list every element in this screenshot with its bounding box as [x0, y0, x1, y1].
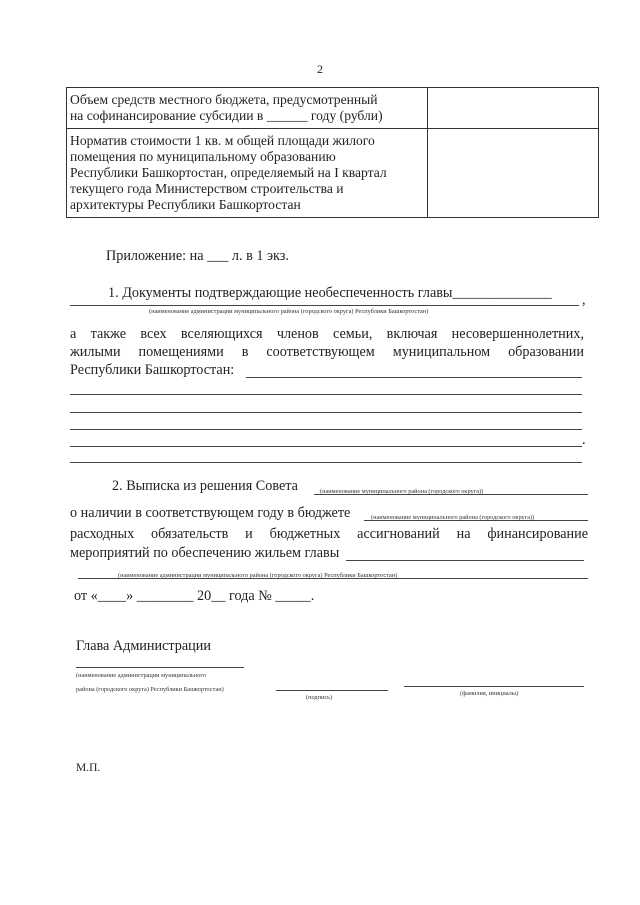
- table-cell-line: помещения по муниципальному образованию: [70, 149, 336, 164]
- item1-line2: а также всех вселяющихся членов семьи, включая несовершеннолетних,: [70, 326, 584, 342]
- table-row: [67, 88, 599, 129]
- name-line: [404, 686, 584, 687]
- page-number: 2: [317, 62, 323, 76]
- table-cell-label: [67, 129, 428, 218]
- fill-line: [70, 462, 582, 463]
- signature-hint-a: (наименование администрации муниципального: [76, 672, 207, 679]
- item2-hint2: (наименование муниципального района (городского округа)): [371, 514, 535, 521]
- fill-line: [70, 394, 582, 395]
- table-cell-value: [428, 88, 599, 129]
- item1-period: .: [582, 432, 586, 448]
- signature-name-hint: (фамилия, инициалы): [460, 690, 519, 697]
- fill-line: [246, 377, 582, 378]
- stamp-mark: М.П.: [76, 762, 101, 774]
- table-cell-line: Республики Башкортостан, определяемый на I квартал: [70, 165, 387, 180]
- fill-line: [70, 429, 582, 430]
- signature-line: [276, 690, 388, 691]
- budget-table: [66, 87, 599, 218]
- table-cell-value: [428, 129, 599, 218]
- item1-comma: ,: [582, 292, 586, 308]
- item2-line2: о наличии в соответствующем году в бюджете: [70, 505, 351, 521]
- table-cell-line: на софинансирование субсидии в ______ году (рубли): [70, 108, 383, 123]
- item1-line3: жилыми помещениями в соответствующем муниципальном образовании: [70, 344, 584, 360]
- item2-line1: 2. Выписка из решения Совета: [112, 478, 298, 494]
- signature-sign-hint: (подпись): [306, 694, 333, 701]
- appendix-line: Приложение: на ___ л. в 1 экз.: [106, 248, 289, 264]
- fill-line: [70, 305, 579, 306]
- item1-line1: 1. Документы подтверждающие необеспеченность главы______________: [108, 285, 552, 301]
- item1-hint: (наименование администрации муниципального района (городского округа) Республики Башкортостан): [149, 308, 429, 315]
- table-cell-line: архитектуры Республики Башкортостан: [70, 197, 301, 212]
- item2-line3: расходных обязательств и бюджетных ассигнований на финансирование: [70, 526, 588, 542]
- fill-line: [76, 667, 244, 668]
- signature-hint-b: района (городского округа) Республики Башкортостан): [76, 686, 224, 693]
- item2-line4: мероприятий по обеспечению жильем главы: [70, 545, 340, 561]
- fill-line: [70, 412, 582, 413]
- table-row: [67, 129, 599, 218]
- signature-title: Глава Администрации: [76, 638, 211, 654]
- item1-line4: Республики Башкортостан:: [70, 362, 235, 378]
- fill-line: [346, 560, 584, 561]
- item2-hint3: (наименование администрации муниципального района (городского округа) Республики Башкортостан): [118, 572, 398, 579]
- item2-date-line: от «____» ________ 20__ года № _____.: [74, 588, 315, 604]
- table-cell-line: Норматив стоимости 1 кв. м общей площади жилого: [70, 133, 375, 148]
- item2-hint1: (наименование муниципального района (городского округа)): [320, 488, 484, 495]
- fill-line: [70, 446, 582, 447]
- table-cell-line: текущего года Министерством строительства и: [70, 181, 344, 196]
- table-cell-label: [67, 88, 428, 129]
- table-cell-line: Объем средств местного бюджета, предусмотренный: [70, 92, 378, 107]
